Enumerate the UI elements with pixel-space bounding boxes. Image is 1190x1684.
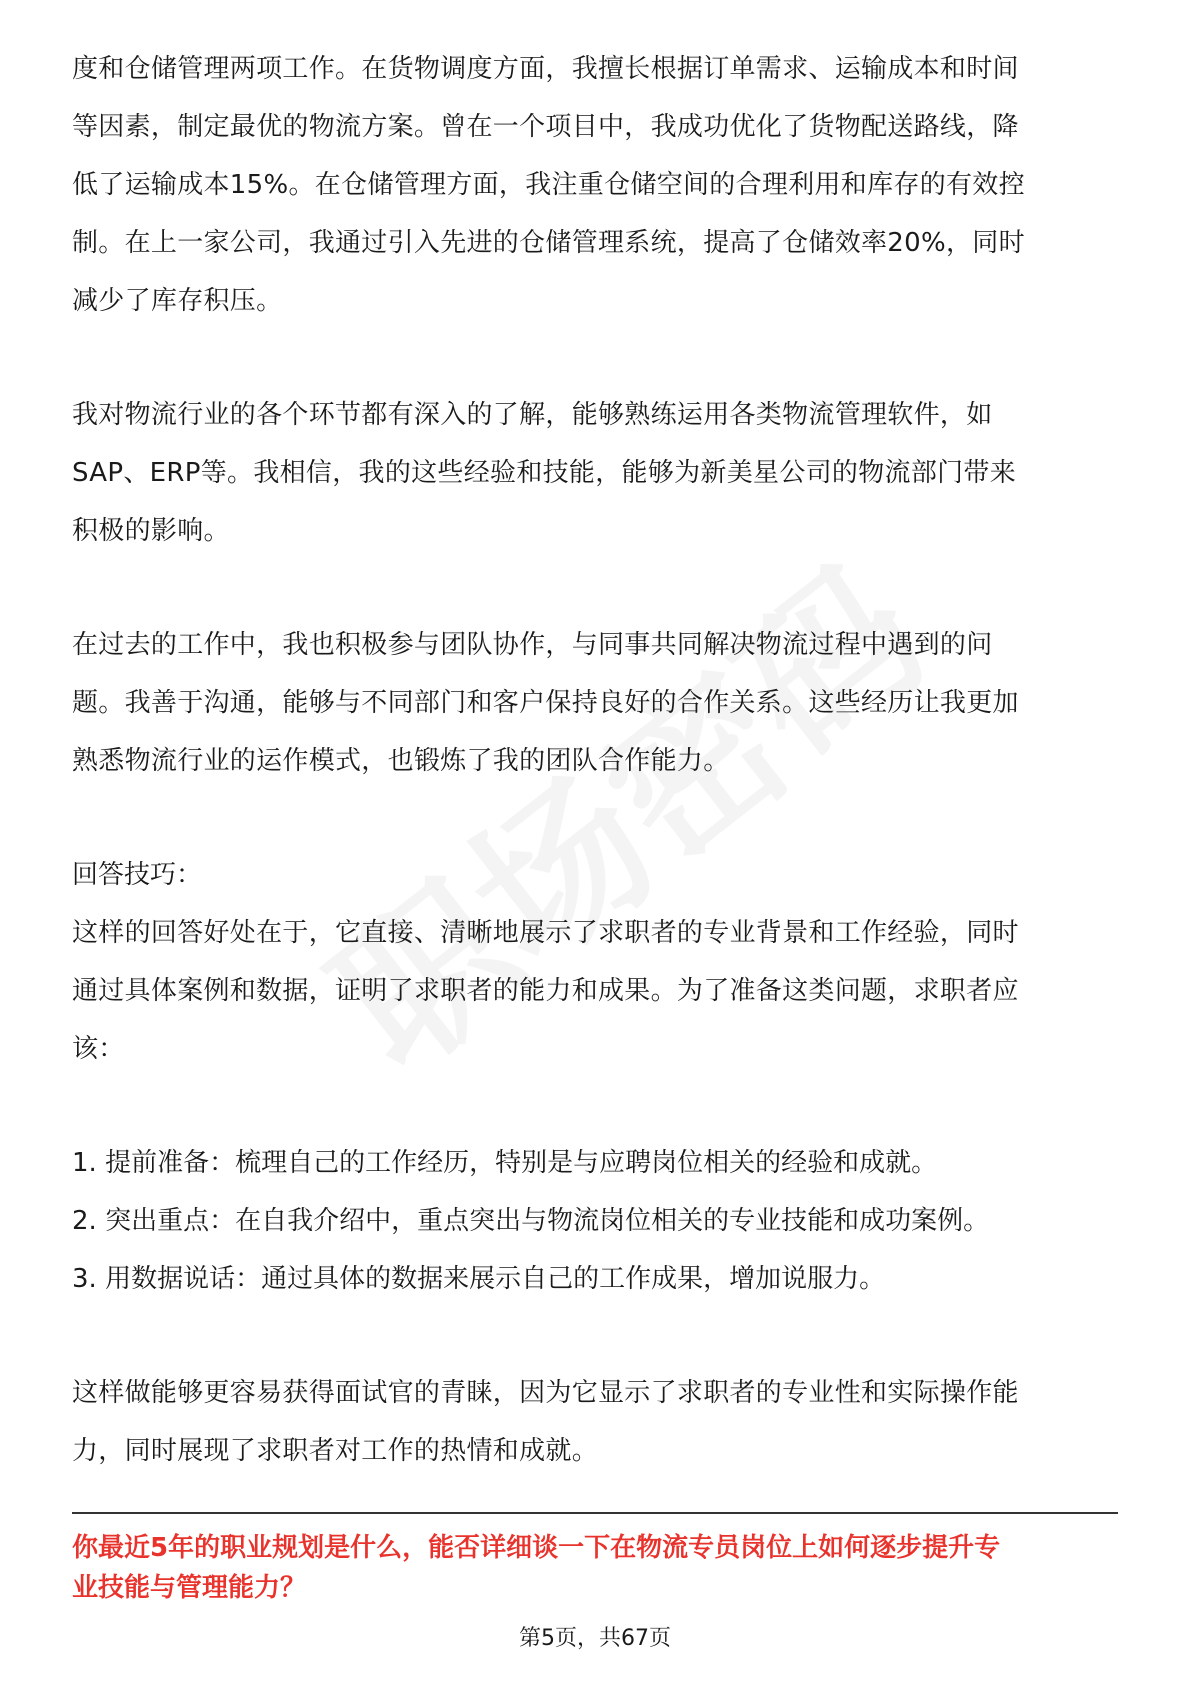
- text-line: 通过具体案例和数据，证明了求职者的能力和成果。为了准备这类问题，求职者应: [72, 976, 1019, 1006]
- text-line: 我对物流行业的各个环节都有深入的了解，能够熟练运用各类物流管理软件，如: [72, 400, 993, 430]
- tips-heading: 回答技巧：: [72, 860, 203, 890]
- question-line: 业技能与管理能力？: [72, 1573, 307, 1603]
- paragraph-gap: [72, 1078, 1118, 1134]
- text-line: 等因素，制定最优的物流方案。曾在一个项目中，我成功优化了货物配送路线，降: [72, 112, 1019, 142]
- text-line: 力，同时展现了求职者对工作的热情和成就。: [72, 1436, 599, 1466]
- paragraph-1: [72, 40, 1118, 330]
- text-line: 这样做能够更容易获得面试官的青睐，因为它显示了求职者的专业性和实际操作能: [72, 1378, 1019, 1408]
- text-line: SAP、ERP等。我相信，我的这些经验和技能，能够为新美星公司的物流部门带来: [72, 458, 1017, 488]
- page-number: 第5页，共67页: [519, 1626, 671, 1651]
- text-line: 制。在上一家公司，我通过引入先进的仓储管理系统，提高了仓储效率20%，同时: [72, 228, 1025, 258]
- next-question: [72, 1528, 1118, 1608]
- paragraph-gap: [72, 1308, 1118, 1364]
- document-body: [72, 40, 1118, 1480]
- paragraph-2: [72, 386, 1118, 560]
- paragraph-gap: [72, 330, 1118, 386]
- tips-intro: [72, 904, 1118, 1078]
- paragraph-gap: [72, 560, 1118, 616]
- text-line: 减少了库存积压。: [72, 286, 283, 316]
- text-line: 题。我善于沟通，能够与不同部门和客户保持良好的合作关系。这些经历让我更加: [72, 688, 1019, 718]
- section-divider: [72, 1512, 1118, 1514]
- question-line: 你最近5年的职业规划是什么，能否详细谈一下在物流专员岗位上如何逐步提升专: [72, 1533, 1001, 1563]
- text-line: 在过去的工作中，我也积极参与团队协作，与同事共同解决物流过程中遇到的问: [72, 630, 993, 660]
- list-item: 3. 用数据说话：通过具体的数据来展示自己的工作成果，增加说服力。: [72, 1264, 886, 1294]
- text-line: 该：: [72, 1034, 125, 1064]
- text-line: 积极的影响。: [72, 516, 230, 546]
- text-line: 低了运输成本15%。在仓储管理方面，我注重仓储空间的合理利用和库存的有效控: [72, 170, 1025, 200]
- paragraph-3: [72, 616, 1118, 790]
- paragraph-gap: [72, 790, 1118, 846]
- list-item: 2. 突出重点：在自我介绍中，重点突出与物流岗位相关的专业技能和成功案例。: [72, 1206, 990, 1236]
- list-item: 1. 提前准备：梳理自己的工作经历，特别是与应聘岗位相关的经验和成就。: [72, 1148, 938, 1178]
- text-line: 度和仓储管理两项工作。在货物调度方面，我擅长根据订单需求、运输成本和时间: [72, 54, 1019, 84]
- text-line: 这样的回答好处在于，它直接、清晰地展示了求职者的专业背景和工作经验，同时: [72, 918, 1019, 948]
- tips-list: [72, 1134, 1118, 1308]
- tips-conclusion: [72, 1364, 1118, 1480]
- text-line: 熟悉物流行业的运作模式，也锻炼了我的团队合作能力。: [72, 746, 730, 776]
